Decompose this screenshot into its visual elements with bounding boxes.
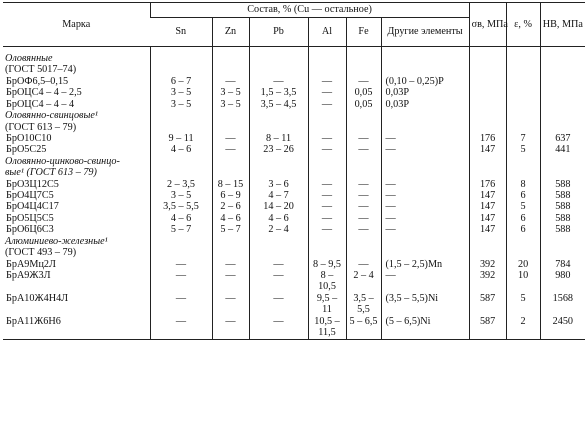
cell-eps: 6 (506, 213, 540, 224)
cell-eps: 5 (506, 201, 540, 212)
cell-hb (540, 76, 585, 87)
empty-cell (308, 156, 346, 167)
empty-cell (540, 47, 585, 65)
table-row (3, 213, 585, 224)
group-title: Алюминиево-железные¹ (5, 235, 108, 247)
empty-cell (381, 156, 469, 167)
cell-pb: — (249, 270, 308, 293)
empty-cell (540, 167, 585, 178)
cell-sn: 3,5 – 5,5 (150, 201, 212, 212)
header-sigma: σв, МПа (469, 3, 506, 47)
cell-fe: — (346, 201, 381, 212)
cell-other: (1,5 – 2,5)Mn (381, 259, 469, 270)
empty-cell (540, 122, 585, 133)
empty-cell (506, 64, 540, 75)
empty-cell (381, 64, 469, 75)
empty-cell (150, 167, 212, 178)
header-al: Al (308, 18, 346, 47)
cell-pb: 3,5 – 4,5 (249, 99, 308, 110)
empty-cell (469, 167, 506, 178)
empty-cell (381, 122, 469, 133)
alloy-name: БрОЦС4 – 4 – 4 (6, 98, 75, 110)
cell-sn: 3 – 5 (150, 190, 212, 201)
empty-cell (249, 167, 308, 178)
cell-zn: — (212, 270, 249, 293)
cell-fe: 2 – 4 (346, 270, 381, 293)
table-row (3, 293, 585, 316)
cell-sigma (469, 76, 506, 87)
empty-cell (212, 247, 249, 258)
empty-cell (150, 110, 212, 121)
empty-cell (540, 64, 585, 75)
empty-cell (540, 156, 585, 167)
empty-cell (381, 110, 469, 121)
cell-other: 0,03P (381, 87, 469, 98)
empty-cell (150, 64, 212, 75)
group-gost-row (3, 122, 585, 133)
empty-cell (346, 64, 381, 75)
header-hb: НВ, МПа (540, 3, 585, 47)
cell-al: 9,5 – 11 (308, 293, 346, 316)
cell-sigma: 176 (469, 179, 506, 190)
cell-pb: — (249, 76, 308, 87)
cell-zn: 3 – 5 (212, 87, 249, 98)
empty-cell (346, 236, 381, 247)
cell-al: — (308, 224, 346, 235)
cell-sigma: 147 (469, 190, 506, 201)
cell-fe: — (346, 144, 381, 155)
alloy-name: БрОФ6,5–0,15 (6, 75, 69, 87)
cell-zn: 2 – 6 (212, 201, 249, 212)
cell-hb (540, 87, 585, 98)
alloy-name: БрА10Ж4Н4Л (6, 292, 69, 304)
cell-other: 0,03P (381, 99, 469, 110)
cell-hb: 588 (540, 179, 585, 190)
empty-cell (249, 156, 308, 167)
cell-fe: — (346, 213, 381, 224)
cell-al: 8 – 10,5 (308, 270, 346, 293)
empty-cell (346, 110, 381, 121)
group-title-row (3, 156, 585, 167)
empty-cell (381, 47, 469, 65)
group-gost: (ГОСТ 613 – 79) (5, 121, 77, 133)
cell-zn: — (212, 259, 249, 270)
table-row (3, 99, 585, 110)
cell-fe: 0,05 (346, 99, 381, 110)
alloy-name: БрА9Мц2Л (6, 258, 56, 270)
header-drugie: Другие элементы (381, 18, 469, 47)
header-pb: Pb (249, 18, 308, 47)
group-gost: (ГОСТ 493 – 79) (5, 247, 77, 259)
group-title-row (3, 236, 585, 247)
alloy-name: БрО4Ц7С5 (6, 190, 54, 202)
cell-pb: 8 – 11 (249, 133, 308, 144)
empty-cell (249, 247, 308, 258)
group-title-row (3, 110, 585, 121)
cell-zn: 6 – 9 (212, 190, 249, 201)
header-zn: Zn (212, 18, 249, 47)
cell-hb: 637 (540, 133, 585, 144)
cell-fe: — (346, 190, 381, 201)
cell-sn: 3 – 5 (150, 99, 212, 110)
empty-cell (469, 156, 506, 167)
alloy-name: БрО4Ц4С17 (6, 201, 59, 213)
empty-cell (506, 247, 540, 258)
cell-pb: 23 – 26 (249, 144, 308, 155)
cell-al: — (308, 144, 346, 155)
empty-cell (540, 110, 585, 121)
cell-pb: — (249, 259, 308, 270)
table-row (3, 144, 585, 155)
empty-cell (212, 122, 249, 133)
table-row (3, 201, 585, 212)
cell-eps (506, 76, 540, 87)
empty-cell (249, 236, 308, 247)
group-gost: (ГОСТ 5017–74) (5, 64, 77, 76)
empty-cell (249, 122, 308, 133)
cell-hb: 2450 (540, 316, 585, 339)
cell-eps: 8 (506, 179, 540, 190)
empty-cell (469, 47, 506, 65)
alloy-name: БрО5Ц5С5 (6, 212, 54, 224)
cell-other: — (381, 190, 469, 201)
cell-sn: — (150, 259, 212, 270)
empty-cell (308, 64, 346, 75)
group-title: Оловянно-свинцовые¹ (5, 110, 98, 122)
cell-other: — (381, 133, 469, 144)
cell-pb: — (249, 293, 308, 316)
header-sn: Sn (150, 18, 212, 47)
cell-fe: — (346, 224, 381, 235)
cell-zn: — (212, 133, 249, 144)
cell-other: — (381, 270, 469, 293)
empty-cell (212, 110, 249, 121)
group-gost: вые¹ (ГОСТ 613 – 79) (5, 167, 97, 179)
cell-eps: 5 (506, 293, 540, 316)
empty-cell (469, 122, 506, 133)
empty-cell (308, 110, 346, 121)
empty-cell (506, 236, 540, 247)
alloy-name: БрА11Ж6Н6 (3, 316, 150, 339)
empty-cell (381, 247, 469, 258)
cell-fe: — (346, 133, 381, 144)
cell-eps: 5 (506, 144, 540, 155)
cell-hb: 980 (540, 270, 585, 293)
cell-eps: 20 (506, 259, 540, 270)
empty-cell (506, 156, 540, 167)
cell-al: — (308, 133, 346, 144)
cell-sn: — (150, 316, 212, 339)
table-row (3, 270, 585, 293)
table-row (3, 316, 585, 339)
cell-fe: 0,05 (346, 87, 381, 98)
empty-cell (249, 110, 308, 121)
cell-fe: — (346, 259, 381, 270)
empty-cell (346, 167, 381, 178)
cell-sigma: 147 (469, 201, 506, 212)
cell-eps: 2 (506, 316, 540, 339)
cell-other: — (381, 201, 469, 212)
cell-sigma: 587 (469, 316, 506, 339)
cell-sigma: 147 (469, 213, 506, 224)
bronze-properties-table (3, 2, 585, 340)
empty-cell (150, 236, 212, 247)
alloy-name: БрА9Ж3Л (6, 270, 51, 282)
table-row (3, 179, 585, 190)
empty-cell (540, 247, 585, 258)
cell-other: — (381, 224, 469, 235)
cell-hb: 588 (540, 201, 585, 212)
cell-al: 8 – 9,5 (308, 259, 346, 270)
empty-cell (506, 122, 540, 133)
header-fe: Fe (346, 18, 381, 47)
cell-al: — (308, 99, 346, 110)
empty-cell (308, 167, 346, 178)
cell-fe: — (346, 76, 381, 87)
cell-sn: 4 – 6 (150, 144, 212, 155)
table-row (3, 190, 585, 201)
table-row (3, 224, 585, 235)
cell-sn: — (150, 293, 212, 316)
cell-sn: 5 – 7 (150, 224, 212, 235)
cell-fe: 3,5 – 5,5 (346, 293, 381, 316)
cell-sigma (469, 87, 506, 98)
cell-sigma: 392 (469, 270, 506, 293)
cell-pb: 14 – 20 (249, 201, 308, 212)
cell-pb: — (249, 316, 308, 339)
cell-zn: — (212, 293, 249, 316)
empty-cell (308, 47, 346, 65)
table-row (3, 133, 585, 144)
group-title-row (3, 47, 585, 65)
empty-cell (381, 236, 469, 247)
empty-cell (308, 247, 346, 258)
cell-eps: 7 (506, 133, 540, 144)
empty-cell (506, 110, 540, 121)
alloy-name: БрО6Ц6С3 (6, 224, 54, 236)
cell-sigma: 392 (469, 259, 506, 270)
header-marka: Марка (3, 3, 150, 47)
cell-al: — (308, 213, 346, 224)
empty-cell (469, 236, 506, 247)
cell-eps: 6 (506, 224, 540, 235)
cell-other: (3,5 – 5,5)Ni (381, 293, 469, 316)
cell-hb: 588 (540, 190, 585, 201)
empty-cell (506, 47, 540, 65)
cell-pb: 4 – 6 (249, 213, 308, 224)
header-eps: ε, % (506, 3, 540, 47)
cell-fe: — (346, 179, 381, 190)
cell-hb (540, 99, 585, 110)
cell-zn: — (212, 76, 249, 87)
cell-sn: — (150, 270, 212, 293)
empty-cell (249, 47, 308, 65)
alloy-name: БрОЦС4 – 4 – 2,5 (6, 87, 82, 99)
cell-hb: 588 (540, 224, 585, 235)
cell-fe: 5 – 6,5 (346, 316, 381, 339)
cell-sn: 6 – 7 (150, 76, 212, 87)
cell-hb: 588 (540, 213, 585, 224)
table-row (3, 76, 585, 87)
cell-sigma: 147 (469, 144, 506, 155)
alloy-name: БрО10С10 (6, 132, 52, 144)
empty-cell (381, 167, 469, 178)
empty-cell (346, 122, 381, 133)
group-gost-row (3, 247, 585, 258)
cell-pb: 2 – 4 (249, 224, 308, 235)
cell-eps (506, 99, 540, 110)
cell-zn: 3 – 5 (212, 99, 249, 110)
cell-sn: 2 – 3,5 (150, 179, 212, 190)
cell-pb: 4 – 7 (249, 190, 308, 201)
table-row (3, 87, 585, 98)
cell-al: — (308, 76, 346, 87)
empty-cell (150, 156, 212, 167)
empty-cell (150, 247, 212, 258)
cell-hb: 784 (540, 259, 585, 270)
empty-cell (308, 122, 346, 133)
table-body (3, 47, 585, 340)
empty-cell (346, 247, 381, 258)
cell-zn: 5 – 7 (212, 224, 249, 235)
empty-cell (506, 167, 540, 178)
cell-pb: 3 – 6 (249, 179, 308, 190)
empty-cell (249, 64, 308, 75)
cell-eps: 6 (506, 190, 540, 201)
cell-al: — (308, 87, 346, 98)
cell-other: — (381, 213, 469, 224)
empty-cell (469, 64, 506, 75)
cell-al: — (308, 201, 346, 212)
empty-cell (150, 122, 212, 133)
cell-eps (506, 87, 540, 98)
cell-eps: 10 (506, 270, 540, 293)
empty-cell (540, 236, 585, 247)
alloy-name: БрО5С25 (6, 144, 47, 156)
cell-sigma: 147 (469, 224, 506, 235)
empty-cell (346, 156, 381, 167)
empty-cell (469, 110, 506, 121)
cell-sn: 4 – 6 (150, 213, 212, 224)
empty-cell (469, 247, 506, 258)
cell-zn: — (212, 316, 249, 339)
cell-al: — (308, 190, 346, 201)
group-gost-row (3, 167, 585, 178)
cell-other: (5 – 6,5)Ni (381, 316, 469, 339)
cell-sigma (469, 99, 506, 110)
table-row (3, 259, 585, 270)
group-gost-row (3, 64, 585, 75)
cell-other: — (381, 179, 469, 190)
empty-cell (212, 64, 249, 75)
cell-zn: 8 – 15 (212, 179, 249, 190)
cell-sn: 3 – 5 (150, 87, 212, 98)
cell-hb: 441 (540, 144, 585, 155)
empty-cell (212, 156, 249, 167)
empty-cell (212, 47, 249, 65)
empty-cell (308, 236, 346, 247)
empty-cell (346, 47, 381, 65)
cell-zn: 4 – 6 (212, 213, 249, 224)
cell-other: (0,10 – 0,25)P (381, 76, 469, 87)
cell-hb: 1568 (540, 293, 585, 316)
group-title: Оловянно-цинково-свинцо- (5, 155, 120, 167)
header-sostav: Состав, % (Cu — остальное) (150, 3, 469, 18)
cell-other: — (381, 144, 469, 155)
empty-cell (212, 167, 249, 178)
cell-sigma: 587 (469, 293, 506, 316)
empty-cell (150, 47, 212, 65)
cell-al: — (308, 179, 346, 190)
cell-pb: 1,5 – 3,5 (249, 87, 308, 98)
group-title: Оловянные (5, 53, 53, 64)
alloy-name: БрО3Ц12С5 (6, 178, 59, 190)
empty-cell (212, 236, 249, 247)
cell-sn: 9 – 11 (150, 133, 212, 144)
cell-al: 10,5 – 11,5 (308, 316, 346, 339)
cell-sigma: 176 (469, 133, 506, 144)
cell-zn: — (212, 144, 249, 155)
